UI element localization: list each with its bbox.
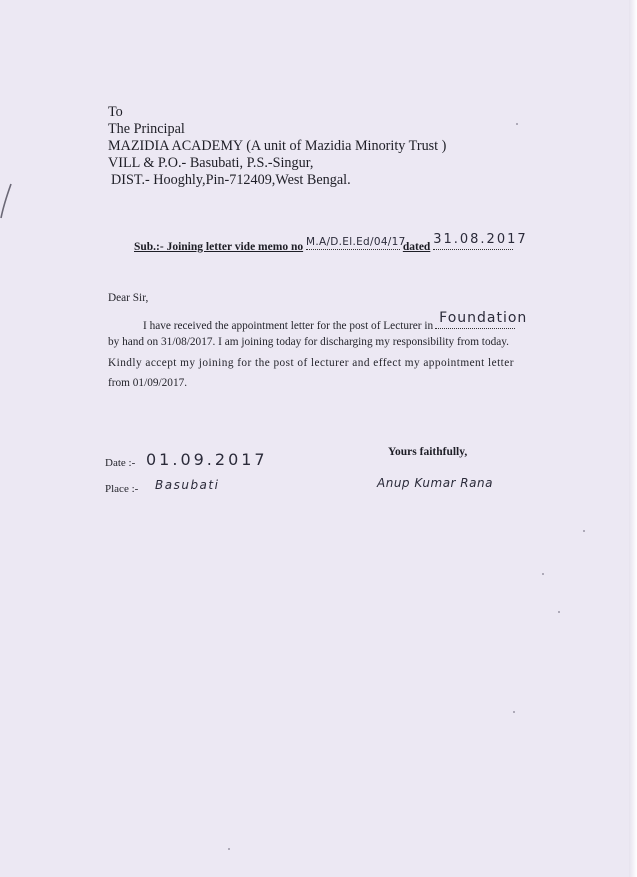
- scan-speck: [542, 573, 544, 575]
- scan-speck: [583, 530, 585, 532]
- signature: Anup Kumar Rana: [377, 476, 493, 490]
- place-label: Place :-: [105, 483, 139, 495]
- date-handwritten: 01.09.2017: [146, 450, 268, 469]
- body-line-4: from 01/09/2017.: [108, 377, 188, 389]
- body-line-2: by hand on 31/08/2017. I am joining today for discharging my responsibility from today.: [108, 336, 509, 348]
- scan-edge: [629, 0, 637, 877]
- subject-date-field: [433, 232, 528, 250]
- scan-mark: [0, 180, 14, 220]
- scan-speck: [228, 848, 230, 850]
- scan-speck: [558, 611, 560, 613]
- subject-filled-handwritten: Foundation: [439, 310, 528, 326]
- memo-number-field: [305, 236, 406, 250]
- scan-speck: [516, 123, 518, 125]
- subject-filled-field: [435, 310, 528, 329]
- address-title: The Principal: [108, 121, 185, 137]
- memo-number-handwritten: M.A/D.El.Ed/04/17: [305, 236, 406, 248]
- place-handwritten: Basubati: [155, 478, 220, 492]
- subject-line: [134, 232, 528, 253]
- body-line-1-text: I have received the appointment letter for the post of Lecturer in: [143, 320, 434, 332]
- body-line-3: Kindly accept my joining for the post of lecturer and effect my appointment letter: [108, 357, 514, 369]
- body-line-1: [143, 310, 528, 332]
- subject-prefix: Sub.:- Joining letter vide memo no: [134, 241, 304, 253]
- address-village: VILL & P.O.- Basubati, P.S.-Singur,: [108, 155, 314, 171]
- date-label: Date :-: [105, 457, 136, 469]
- address-institution: MAZIDIA ACADEMY (A unit of Mazidia Minority Trust ): [108, 138, 447, 154]
- salutation: Dear Sir,: [108, 292, 149, 304]
- subject-date-handwritten: 31.08.2017: [433, 232, 528, 247]
- address-to: To: [108, 104, 123, 120]
- address-district: DIST.- Hooghly,Pin-712409,West Bengal.: [111, 172, 351, 188]
- subject-dated-label: dated: [402, 241, 431, 253]
- scan-speck: [513, 711, 515, 713]
- closing-text: Yours faithfully,: [388, 446, 468, 458]
